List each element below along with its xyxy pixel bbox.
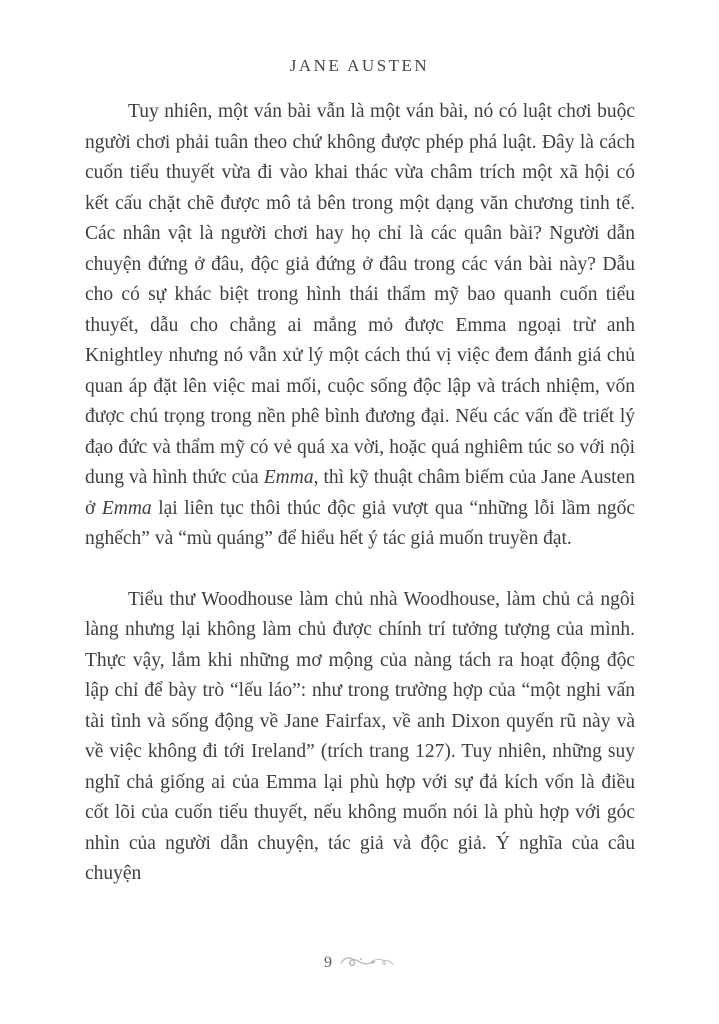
page-number: 9 — [324, 954, 332, 971]
body-text — [85, 97, 635, 920]
running-header: JANE AUSTEN — [289, 56, 430, 75]
paragraph: Tuy nhiên, một ván bài vẫn là một ván bài, nó có luật chơi buộc người chơi phải tuân theo chứ không được phép phá luật. Đây là cách cuốn tiểu thuyết vừa đi vào khai thác vừa châm trích một xã hội có kết cấu chặt chẽ được mô tả bên trong một dạng văn chương tinh tế. Các nhân vật là người chơi hay họ chỉ là các quân bài? Người dẫn chuyện đứng ở đâu, độc giả đứng ở đâu trong các ván bài này? Dẫu cho có sự khác biệt trong hình thái thẩm mỹ bao quanh cuốn tiểu thuyết, dẫu cho chẳng ai mắng mỏ được Emma ngoại trừ anh Knightley nhưng nó vẫn xử lý một cách thú vị việc đem đánh giá chủ quan áp đặt lên việc mai mối, cuộc sống độc lập và trách nhiệm, vốn được chú trọng trong nền phê bình đương đại. Nếu các vấn đề triết lý đạo đức và thẩm mỹ có vẻ quá xa vời, hoặc quá nghiêm túc so với nội dung và hình thức của Emma, thì kỹ thuật châm biếm của Jane Austen ở Emma lại liên tục thôi thúc độc giả vượt qua “những lỗi lầm ngốc nghếch” và “mù quáng” để hiểu hết ý tác giả muốn truyền đạt. — [85, 101, 636, 549]
paragraph: Tiểu thư Woodhouse làm chủ nhà Woodhouse, làm chủ cả ngôi làng nhưng lại không làm chủ được chính trí tưởng tượng của mình. Thực vậy, lắm khi những mơ mộng của nàng tách ra hoạt động độc lập chỉ để bày trò “lếu láo”: như trong trường hợp của “một nghi vấn tài tình và sống động về Jane Fairfax, về anh Dixon quyến rũ này và về việc không đi tới Ireland” (trích trang 127). Tuy nhiên, những suy nghĩ chả giống ai của Emma lại phù hợp với sự đả kích vốn là điều cốt lõi của cuốn tiểu thuyết, nếu không muốn nói là phù hợp với góc nhìn của người dẫn chuyện, tác giả và độc giả. Ý nghĩa của câu chuyện — [85, 588, 635, 884]
page-footer — [0, 950, 719, 976]
footer-flourish-icon — [339, 953, 395, 976]
